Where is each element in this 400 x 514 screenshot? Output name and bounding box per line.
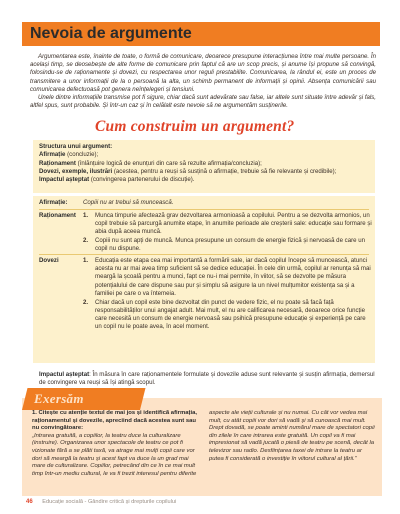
rationament-label: Raționament (39, 212, 76, 219)
dovezi-label: Dovezi (39, 257, 59, 264)
list-item: 2. Chiar dacă un copil este bine dezvoltat din punct de vedere fizic, el nu poate să facă față responsabilităților unui angajat adult. Mai mult, el nu are calificarea necesară, deoarece orice funcție care necesită un consum de energie nervoasă sau psihică presupune educație și experiență pe care un copil nu le poate avea, în acel moment. (83, 298, 366, 331)
list-item: 1. Educația este etapa cea mai importantă a formării sale, iar dacă copilul începe să muncească, atunci acesta nu ar mai avea timp suficient să se dedice educației. În cele din urmă, copilul ar renunța să mai meargă la școală pentru a munci, fapt ce nu-i mai permite, în viitor, să se dezvolte pe măsura potențialului de care dispune sau pur și simplu să asigure la un nivel mulțumitor existența sa și a familiei pe care o va întemeia. (83, 257, 371, 297)
dovezi-content (83, 257, 373, 332)
list-item: 2. Copiii nu sunt apți de muncă. Munca presupune un consum de energie fizică și nervoasă de care un copil nu dispune. (83, 237, 365, 253)
footer (26, 499, 176, 505)
section-heading: Cum construim un argument? (95, 118, 295, 135)
afirmatie-text: Copiii nu ar trebui să muncească. (83, 199, 174, 206)
exercise-tab-label: Exersăm (34, 391, 84, 406)
footer-text: Educație socială - Gândire critică și drepturile copilului (42, 499, 177, 505)
structure-heading: Structura unui argument: (39, 143, 113, 150)
exercise-instruction: 1. Citește cu atenție textul de mai jos și identifică afirmația, raționamentul și dovezile, apreciind dacă acestea sunt sau nu convingătoare: (32, 410, 197, 432)
rationament-content (83, 212, 373, 254)
page-title: Nevoia de argumente (30, 25, 192, 42)
structure-box (33, 140, 375, 193)
structure-line: Dovezi, exemple, ilustrări (acestea, pentru a reuși să susțină o afirmație, trebuie să fie relevante și credibile); (39, 167, 337, 175)
intro-paragraph: Unele dintre informațiile transmise pot fi sigure, chiar dacă sunt adevărate sau false, iar altele sunt situate între adevăr și fals, altfel spus, sunt probabile. Și într-un caz și în celălalt este nevoie să ne argumentăm susținerile. (30, 94, 376, 110)
afirmatie-label: Afirmație: (39, 199, 68, 206)
argument-example-panel (33, 196, 375, 363)
impact-label: Impactul așteptat (39, 371, 90, 378)
list-item: 1. Munca timpurie afectează grav dezvoltarea armonioasă a copilului. Pentru a se dezvolta armonios, un copil trebuie să parcurgă anumite etape, în anumite perioade ale creșterii sale: educație sau formare și abia după aceea muncă. (83, 212, 372, 236)
structure-line: Impactul așteptat (convingerea partenerului de discuție). (39, 176, 195, 184)
divider (39, 209, 369, 210)
divider (39, 254, 369, 255)
impact-row (39, 371, 375, 387)
intro-text (30, 53, 376, 110)
exercise-right-column: aspecte ale vieții culturale și nu numai. Cu cât vor vedea mai mult, cu atât copiii vor dori să vadă și să cunoască mai mult. Drept dovadă, se poate aminti numărul mare de spectatori copii din zilele în care intrarea este gratuită. Un copil va fi mai impresionat să vadă jucată o piesă de teatru pe scenă, decât la televizor sau radio. Desființarea taxei de intrare la teatru ar putea fi considerată o investiție în viitorul cultural al țării.” (209, 410, 375, 462)
page-number: 46 (26, 499, 33, 505)
structure-line: Afirmație (concluzie); (39, 151, 99, 159)
title-bar (22, 22, 380, 46)
structure-line: Raționament (înlănțuire logică de enunțuri din care să rezulte afirmația/concluzia); (39, 159, 262, 167)
intro-paragraph: Argumentarea este, înainte de toate, o formă de comunicare, deoarece presupune interacțiunea între mai multe persoane. În același timp, se deosebește de alte forme de comunicare prin faptul că are un scop precis, și anume își propune să convingă, folosindu-se de raționamente și dovezi, cu respectarea unor reguli prestabilite. Comunicarea, la rândul ei, este un proces de transmitere a unor informații de la o persoană la alta, un schimb permanent de informații și opinii. Absența comunicării sau comunicarea defectuoasă pot genera neînțelegeri și tensiuni. (30, 53, 376, 93)
exercise-quote: „Intrarea gratuită, a copiilor, la teatru duce la culturalizare (instruire). Organizarea unor spectacole de teatru ce pot fi vizionate fără a se plăti taxă, va atrage mai mulți copii care vor dori să meargă la teatru și acest fapt va duce la un grad mai mare de culturalizare. Copiilor, petrecând din ce în ce mai mult timp într-un mediu cultural, le va fi trezit interesul pentru diferite (32, 432, 197, 477)
impact-text: : În măsura în care raționamentele formulate și dovezile aduse sunt relevante și susțin afirmația, demersul de convingere va reuși să își atingă scopul. (39, 371, 375, 387)
exercise-left-column (32, 410, 200, 478)
